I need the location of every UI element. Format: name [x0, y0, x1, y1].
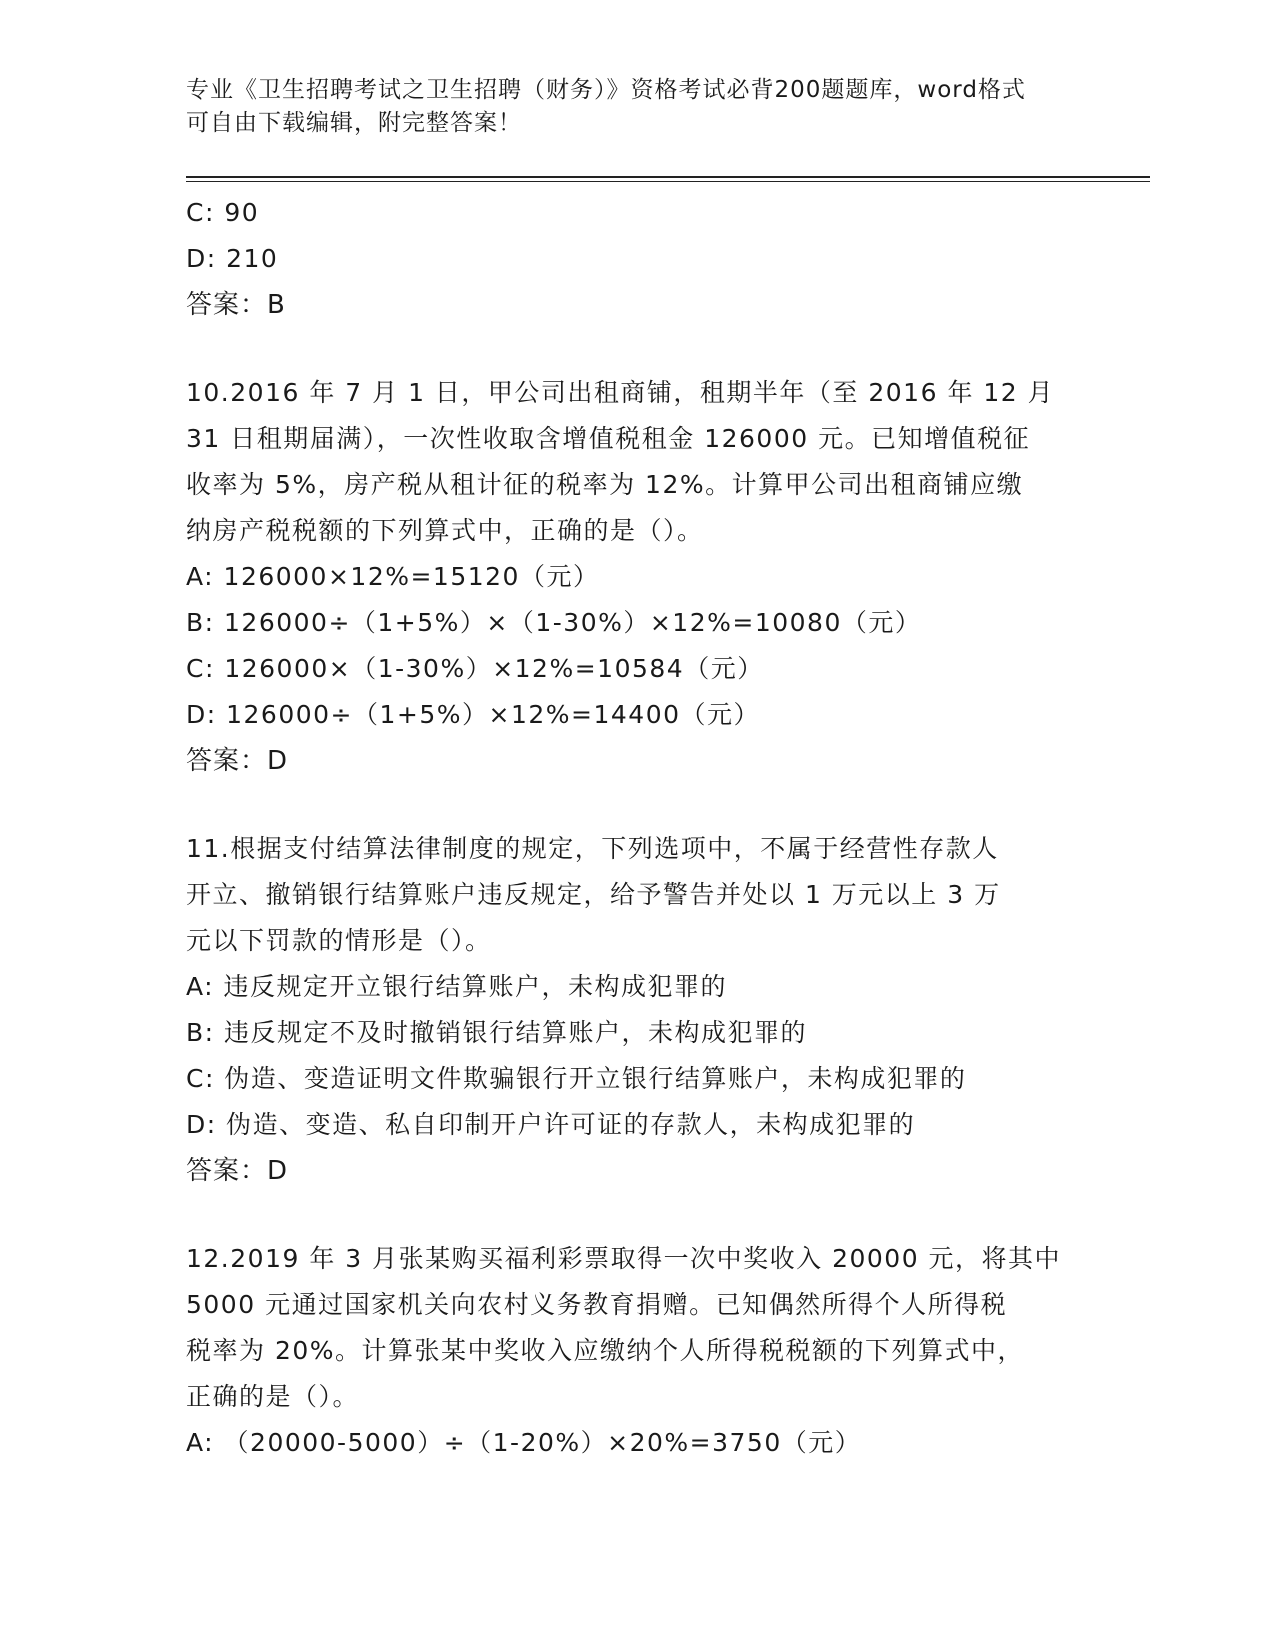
- answer-line: 答案：D: [186, 1156, 289, 1186]
- spacer: [186, 1194, 1086, 1236]
- question-10: [186, 370, 1086, 784]
- document-header: [186, 74, 1086, 140]
- option-a: A: （20000-5000）÷（1-20%）×20%=3750（元）: [186, 1428, 862, 1457]
- question-stem-line: 开立、撤销银行结算账户违反规定，给予警告并处以 1 万元以上 3 万: [186, 880, 1001, 909]
- spacer: [186, 784, 1086, 826]
- question-stem-line: 元以下罚款的情形是（）。: [186, 926, 492, 955]
- answer-line: 答案：D: [186, 746, 289, 776]
- question-12: [186, 1236, 1086, 1466]
- option-d: D: 126000÷（1+5%）×12%=14400（元）: [186, 700, 761, 729]
- option-a: A: 126000×12%=15120（元）: [186, 562, 600, 591]
- question-stem-line: 纳房产税税额的下列算式中，正确的是（）。: [186, 516, 704, 545]
- question-stem-line: 税率为 20%。计算张某中奖收入应缴纳个人所得税税额的下列算式中，: [186, 1336, 1025, 1365]
- document-body: [186, 190, 1086, 1466]
- header-divider-thin: [186, 181, 1150, 182]
- answer-line: 答案：B: [186, 290, 286, 320]
- question-stem-line: 10.2016 年 7 月 1 日，甲公司出租商铺，租期半年（至 2016 年 12 月: [186, 378, 1055, 407]
- option-a: A: 违反规定开立银行结算账户，未构成犯罪的: [186, 972, 728, 1001]
- option-d: D: 伪造、变造、私自印制开户许可证的存款人，未构成犯罪的: [186, 1110, 916, 1139]
- spacer: [186, 328, 1086, 370]
- question-stem-line: 31 日租期届满），一次性收取含增值税租金 126000 元。已知增值税征: [186, 424, 1031, 453]
- question-stem-line: 正确的是（）。: [186, 1382, 360, 1411]
- header-divider: [186, 176, 1150, 178]
- option-c: C: 90: [186, 198, 260, 227]
- option-b: B: 126000÷（1+5%）×（1-30%）×12%=10080（元）: [186, 608, 922, 637]
- option-c: C: 伪造、变造证明文件欺骗银行开立银行结算账户，未构成犯罪的: [186, 1064, 967, 1093]
- option-c: C: 126000×（1-30%）×12%=10584（元）: [186, 654, 764, 683]
- option-d: D: 210: [186, 244, 279, 273]
- header-line-1: 专业《卫生招聘考试之卫生招聘（财务）》资格考试必背200题题库，word格式: [186, 77, 1026, 103]
- question-11: [186, 826, 1086, 1194]
- question-stem-line: 5000 元通过国家机关向农村义务教育捐赠。已知偶然所得个人所得税: [186, 1290, 1008, 1319]
- question-9-tail: [186, 190, 1086, 328]
- header-line-2: 可自由下载编辑，附完整答案！: [186, 110, 522, 136]
- question-stem-line: 11.根据支付结算法律制度的规定，下列选项中，不属于经营性存款人: [186, 834, 999, 863]
- question-stem-line: 收率为 5%，房产税从租计征的税率为 12%。计算甲公司出租商铺应缴: [186, 470, 1024, 499]
- question-stem-line: 12.2019 年 3 月张某购买福利彩票取得一次中奖收入 20000 元，将其中: [186, 1244, 1062, 1273]
- option-b: B: 违反规定不及时撤销银行结算账户，未构成犯罪的: [186, 1018, 808, 1047]
